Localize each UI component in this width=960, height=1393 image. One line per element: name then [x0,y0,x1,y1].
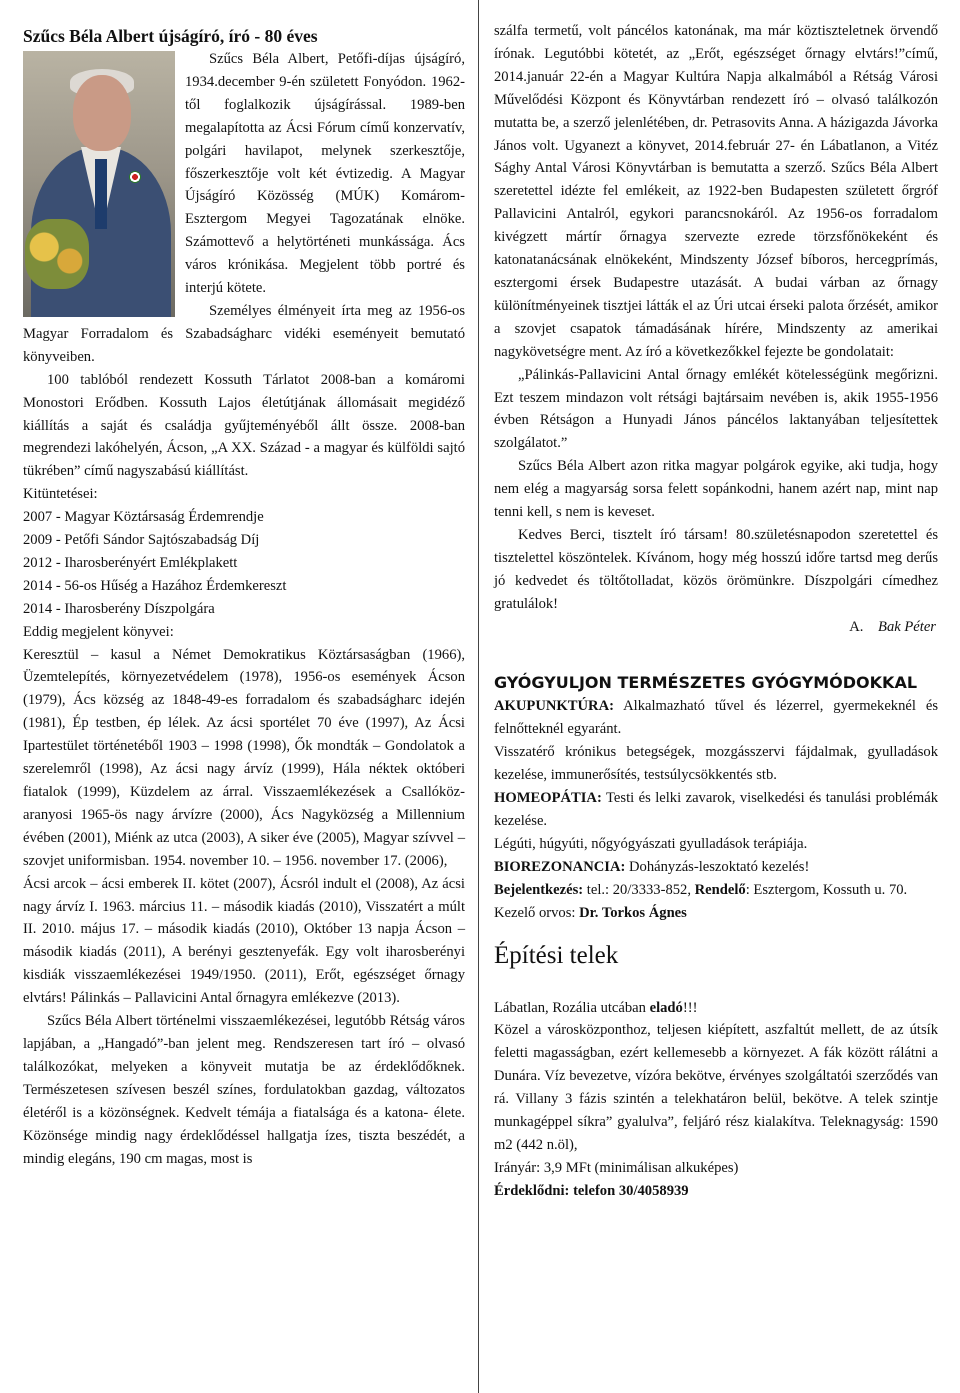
ad-heading: GYÓGYULJON TERMÉSZETES GYÓGYMÓDOKKAL [494,673,918,693]
award-item: 2012 - Iharosberényért Emlékplakett [23,554,238,571]
books-heading: Eddig megjelent könyvei: [23,623,174,640]
article-intro: Szűcs Béla Albert, Petőfi-díjas újságíró, 1934.december 9-én született Fonyódon. 1962-től foglalkozik újságírással. 1989-ben megalapította az Ácsi Fórum című konzervatív, polgári havilapot, melynek szerkesztője, főszerkesztője volt két évtizedig. A Magyar Újságíró Közösség (MÚK) Komárom-Esztergom Megyei Tagozatának elnöke. Számottevő a helytörténeti munkássága. Ács város krónikása. Megjelent több portré és interjú kötete. [185,51,465,297]
ad-line: Lábatlan, Rozália utcában eladó!!! [494,999,698,1016]
article-greeting: Kedves Berci, tisztelt író társam! 80.születésnapodon szeretettel és tisztelettel köszöntelek. Kívánom, hogy még hosszú időre tartsd meg derűs jó kedvedet és töltőtolladat, közös örömünkre. Díszpolgári címedhez gratulálok! [494,526,938,612]
award-item: 2009 - Petőfi Sándor Sajtószabadság Díj [23,532,260,549]
ad-line: BIOREZONANCIA: Dohányzás-leszoktató kezelés! [494,858,810,875]
books-list: Keresztül – kasul a Német Demokratikus Köztársaságban (1966), Üzemtelepítés, környezetvédelem (1978), 1956-os események Ácson (1979), Ács község az 1848-49-es forradalom és szabadságharc idején (1981), Ép testben, ép lélek. Az ácsi sportélet 70 éve (1997), Az Ácsi Ipartestület történetéből 1903 – 1998 (1998), Ők mondták – Gondolatok a szerelemről (1998), Az ácsi nagy árvíz (1999), Hála néktek októberi fiatalok (1999), Küzdelem az árral. Visszaemlékezések a Csallóköz-aranyosi 1965-ös nagy árvízre (2000), Ács Nagyközség a Millennium évében (2001), Miénk az utca (2003), A siker éve (2005), Magyar szívvel – szovjet uniformisban. 1954. november 10. – 1956. november 17. (2006), [23,646,465,869]
award-item: 2014 - Iharosberény Díszpolgára [23,600,215,617]
right-column [494,20,938,1203]
article-paragraph: Szűcs Béla Albert történelmi visszaemlékezései, legutóbb Rétság város lapjában, a „Hangadó”-ban jelent meg. Rendszeresen tart író – olvasó találkozókat, melyeken a könyveit mutatja be az érdeklődőknek. Természetesen szívesen beszél színes, fordulatokban gazdag, változatos életéről is a közönségnek. Kedvelt témája a fiatalsága és a katona- élete. Közönsége mindig nagy érdeklődéssel hallgatja ízes, tiszta beszédét, a mindig elegáns, 190 cm magas, most is [23,1013,465,1167]
books-list: Ácsi arcok – ácsi emberek II. kötet (2007), Ácsról indult el (2008), Az ácsi nagy árvíz I. 1963. március 11. – második kiadás (2010), Visszatért a múlt II. 2010. május 17. – második kiadás (2010), Október 13 napja Ácson – második kiadás (2011), A berényi gesztenyefák. Egy volt iharosberényi kisdiák visszaemlékezései 1949/1950. (2011), Erőt, egészséget őrnagy elvtárs! Pálinkás – Pallavicini Antal őrnagyra emlékezve (2013). [23,875,465,1007]
article-quote: „Pálinkás-Pallavicini Antal őrnagy emlékét kötelességünk megőrizni. Ezt teszem mindazon volt rétsági bajtársaim nevében is, akik 1955-1956 évben Rétságon a Hunyadi János páncélos laktanyában teljesítettek szolgálatot.” [494,366,938,452]
awards-heading: Kitüntetései: [23,486,98,503]
ad-line: Visszatérő krónikus betegségek, mozgásszervi fájdalmak, gyulladások kezelése, immunerősítés, testsúlycsökkentés stb. [494,744,938,784]
ad-line: Légúti, húgyúti, nőgyógyászati gyulladások terápiája. [494,835,808,852]
column-divider [478,0,479,1393]
ad-contact: Érdeklődni: telefon 30/4058939 [494,1182,689,1199]
ad-contact: Bejelentkezés: tel.: 20/3333-852, Rendelő: Esztergom, Kossuth u. 70. [494,881,908,898]
award-item: 2014 - 56-os Hűség a Hazához Érdemkereszt [23,577,287,594]
article-paragraph: 100 tablóból rendezett Kossuth Tárlatot 2008-ban a komáromi Monostori Erődben. Kossuth Lajos életútjának állomásait megidéző kiállítás a saját és családja gyűjteményéből állt össze. 2008-ban megrendezi lakóhelyén, Ácson, „A XX. Század - a magyar és külföldi sajtó tükrében” című nagyszabású kiállítást. [23,371,465,480]
article-paragraph: Személyes élményeit írta meg az 1956-os Magyar Forradalom és Szabadságharc vidéki eseményeit bemutató könyveiben. [23,302,465,365]
ad-heading: Építési telek [494,941,619,969]
author-photo [23,51,175,317]
award-item: 2007 - Magyar Köztársaság Érdemrendje [23,509,264,526]
ad-doctor: Kezelő orvos: Dr. Torkos Ágnes [494,904,687,921]
article-signature: A. Bak Péter [849,618,936,635]
article-title: Szűcs Béla Albert újságíró, író - 80 éves [23,26,318,46]
article-paragraph: Szűcs Béla Albert azon ritka magyar polgárok egyike, aki tudja, hogy nem elég a magyarság sorsa felett sopánkodni, hanem azért nap, mint nap tenni kell, s nem is keveset. [494,458,938,521]
ad-body: Közel a városközponthoz, teljesen kiépített, aszfaltút mellett, de az útsík feletti magasságban, ezért kellemesebb a környezet. A fák között rálátni a Dunára. Víz bevezetve, vízóra bekötve, érvényes szolgáltatói szerződés van rá. Villany 3 fázis szintén a telekhatáron belül, bekötve. A telek szintje munkagéppel síkra” gyalulva”, feljáró rész kialakítva. Teleknagyság: 1590 m2 (442 n.öl), [494,1022,938,1153]
article-left-column [23,20,465,1170]
ad-line: HOMEOPÁTIA: Testi és lelki zavarok, viselkedési és tanulási problémák kezelése. [494,790,938,829]
ad-price: Irányár: 3,9 MFt (minimálisan alkuképes) [494,1159,739,1176]
article-paragraph: szálfa termetű, volt páncélos katonának, ma már köztiszteletnek örvendő írónak. Legutóbbi kötetét, az „Erőt, egészséget őrnagy elvtárs!”című, 2014.január 22-én a Magyar Kultúra Napja alkalmából a Rétság Városi Művelődési Központ és Könyvtárban rendezett író – olvasó találkozón mutatta be, a szerző jelenlétében, dr. Petrasovits Anna. A házigazda Jávorka János volt. Ugyanezt a könyvet, 2014.február 27- én Lábatlanon, a Vitéz Sághy Antal Városi Könyvtárban is bemutatta a szerző. Szűcs Béla Albert szeretettel idézte fel emlékeit, az 1922-ben Budapesten született őrgróf Pallavicini Antalról, egykori parancsnokáról. Az 1956-os forradalom kivégzett mártír őrnagya szervezte ezrede törzsfőnökeként és katonatanácsának elnökeként, Mindszenty József bíboros, hercegprímás, esztergomi érsek Budapestre utazását. A budai várban az őrnagy különítményeinek tisztjei látták el az Úri utcai érseki palota őrzését, amikor a szovjet csapatok támadásának hírére, Mindszenty az amerikai nagykövetségre ment. Az író a következőkkel fejezte be gondolatait: [494,23,938,360]
ad-line: AKUPUNKTÚRA: Alkalmazható tűvel és lézerrel, gyermekeknél és felnőtteknél egyaránt. [494,698,938,738]
